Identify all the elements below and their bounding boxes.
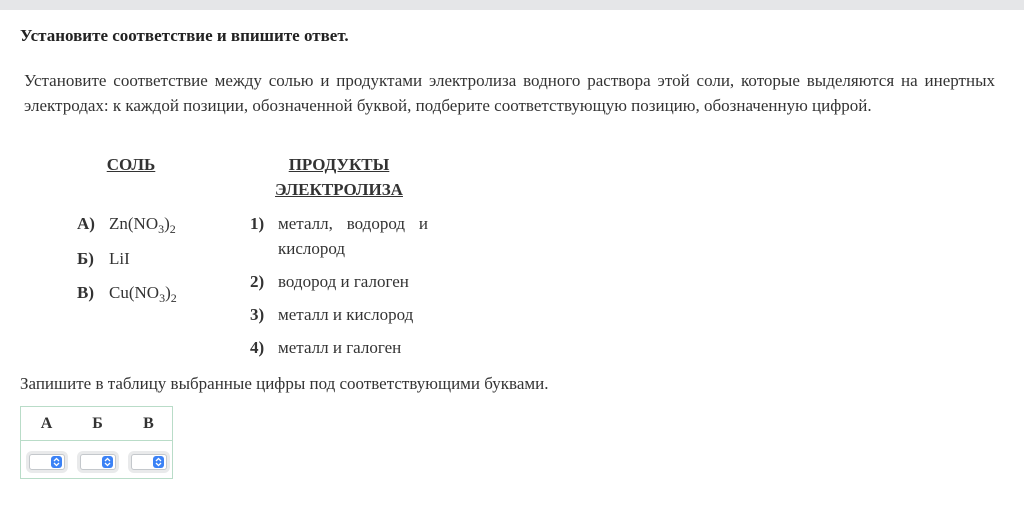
- select-arrows-icon: [153, 456, 164, 468]
- answer-header-b: Б: [92, 415, 103, 432]
- product-key: 4): [250, 338, 265, 357]
- product-text: металл, водород и кислород: [278, 214, 428, 258]
- task-title: Установите соответствие и впишите ответ.: [20, 26, 349, 45]
- products-header-line2: ЭЛЕКТРОЛИЗА: [275, 180, 403, 199]
- products-column-header: [258, 152, 420, 202]
- salt-key: А): [77, 214, 95, 233]
- answer-select-b[interactable]: [80, 454, 116, 470]
- answer-select-a[interactable]: [29, 454, 65, 470]
- product-key: 1): [250, 214, 265, 233]
- product-key: 2): [250, 272, 265, 291]
- products-header-line1: ПРОДУКТЫ: [288, 155, 390, 174]
- product-key: 3): [250, 305, 265, 324]
- product-text: металл и кислород: [278, 305, 414, 324]
- answer-table: [20, 406, 173, 479]
- top-bar: [0, 0, 1024, 10]
- task-statement: Установите соответствие между солью и продуктами электролиза водного раствора этой соли, которые выделяются на инертных электродах: к каждой позиции, обозначенной буквой, подберите соответствующую позицию, обозначенную цифрой.: [24, 71, 995, 115]
- salt-formula: LiI: [109, 249, 130, 268]
- product-text: металл и галоген: [278, 338, 402, 357]
- salt-key: Б): [77, 249, 94, 268]
- select-arrows-icon: [102, 456, 113, 468]
- answer-header-v: В: [143, 415, 154, 432]
- answer-table-header: [21, 407, 172, 441]
- salt-key: В): [77, 283, 94, 302]
- salts-column-header: СОЛЬ: [106, 155, 156, 174]
- answer-select-v[interactable]: [131, 454, 167, 470]
- salt-formula: $Cu(NO_3)_2$: [109, 283, 177, 305]
- select-arrows-icon: [51, 456, 62, 468]
- answer-instruction: Запишите в таблицу выбранные цифры под соответствующими буквами.: [20, 374, 549, 393]
- answer-header-a: А: [40, 415, 53, 432]
- salt-formula: $Zn(NO_3)_2$: [109, 214, 176, 236]
- product-text: водород и галоген: [278, 272, 409, 291]
